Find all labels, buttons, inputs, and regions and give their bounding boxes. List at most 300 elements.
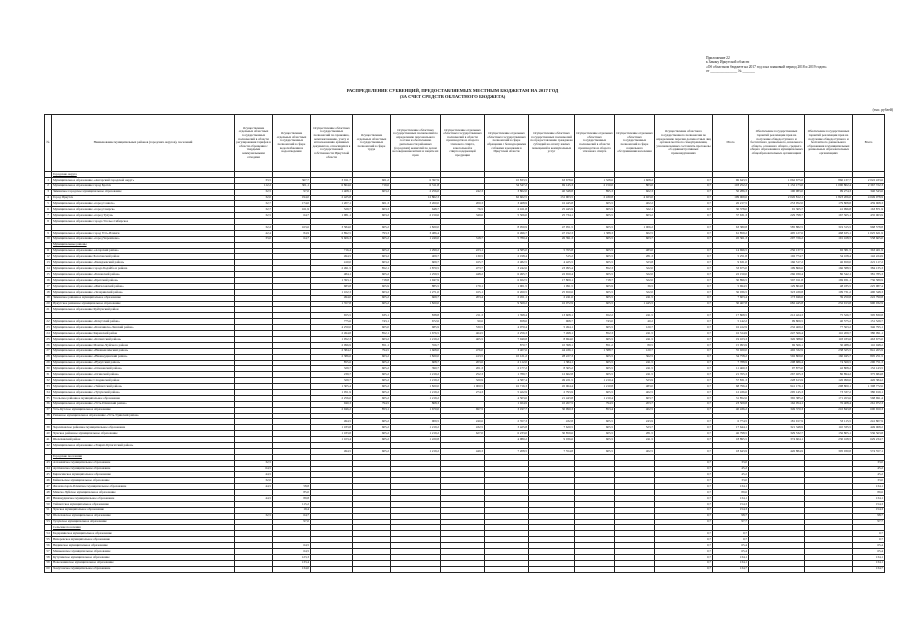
row-number: 60 xyxy=(46,566,50,571)
row-value: 4 070,4 xyxy=(485,325,529,331)
row-name: Муниципальное образование Киренский район xyxy=(52,331,235,337)
row-value: 0,7 xyxy=(655,513,713,519)
column-header: Обеспечение государственных гарантий реализации прав на получение общедоступного и бесплатного дошкольного образования в муниципальных дошкольных образовательных организациях xyxy=(805,115,853,172)
row-value: 2 112,0 xyxy=(485,360,529,366)
row-value: 648,7 xyxy=(391,207,441,213)
row-number: 38 xyxy=(46,413,50,418)
row-value: 602,3 xyxy=(615,189,655,195)
row-value: 17 809,1 xyxy=(529,278,575,284)
row-value: 64,5 xyxy=(273,543,311,549)
row-value: 362,5 xyxy=(615,354,655,360)
row-value: 4 049 078,9 xyxy=(853,195,885,201)
row-value: 321 348,9 xyxy=(749,425,805,431)
row-value: 605,5 xyxy=(575,213,615,219)
row-value: 0,7 xyxy=(655,519,713,525)
row-value: 605,5 xyxy=(575,289,615,295)
row-value: 191 168,5 xyxy=(805,236,853,242)
row-number: 6 xyxy=(45,207,52,213)
row-value: 605,5 xyxy=(575,419,615,425)
row-value: 2 491,5 xyxy=(311,266,353,272)
row-value: 0,7 xyxy=(655,537,713,543)
row-value: 253 952,0 xyxy=(749,201,805,207)
row-value: 329 532,7 xyxy=(749,431,805,437)
row-name: Кутуликское муниципальное образование xyxy=(52,554,235,560)
row-value: 567 911,8 xyxy=(749,278,805,284)
row-value: 45,2 xyxy=(853,466,885,472)
row-value: 0,7 xyxy=(655,301,713,307)
row-value: 211,3 xyxy=(441,313,485,319)
row-value: 558 665,0 xyxy=(853,236,885,242)
row-value: 1 820,0 xyxy=(391,354,441,360)
row-number: 24 xyxy=(46,330,50,335)
row-value: 3 242,6 xyxy=(485,266,529,272)
row-value: 605,2 xyxy=(353,225,391,231)
row-value: 340 543,6 xyxy=(853,189,885,195)
row-number: 29 xyxy=(46,360,50,365)
row-value: 203,7 xyxy=(615,401,655,407)
row-name: Муниципальное образование «город Тулун» xyxy=(52,213,235,219)
row-value: 19 103,3 xyxy=(713,336,749,342)
row-value: 0,7 xyxy=(655,384,713,390)
row-number: 42 xyxy=(46,442,50,447)
row-value: 40 348,8 xyxy=(529,189,575,195)
row-number: 56 xyxy=(46,542,50,547)
row-name: Новоленинское муниципальное образование xyxy=(52,560,235,566)
row-value: 133,4 xyxy=(273,560,311,566)
row-value: 0,7 xyxy=(853,537,885,543)
row-value: 17 644,1 xyxy=(713,425,749,431)
row-value: 10 398,1 xyxy=(529,342,575,348)
row-value: 6 774,5 xyxy=(713,419,749,425)
row-value: 64,5 xyxy=(235,466,273,472)
row-value: 605,5 xyxy=(575,248,615,254)
row-name: Бирюсинское муниципальное образование xyxy=(52,472,235,478)
row-value: 1 219,2 xyxy=(391,395,441,401)
row-value: 515,2 xyxy=(529,254,575,260)
row-value: 238 325,5 xyxy=(805,348,853,354)
table-row xyxy=(45,566,885,572)
row-value: 0,7 xyxy=(655,425,713,431)
column-header: Осуществление областных государственных полномочий по хранению, комплектованию, учету и использованию архивных документов, относящихся к государственной собственности Иркутской области xyxy=(311,115,353,172)
row-value: 151 529,7 xyxy=(853,319,885,325)
row-value: 64,7 xyxy=(273,513,311,519)
row-value: 1 393,1 xyxy=(311,278,353,284)
row-value: 941 176,1 xyxy=(749,384,805,390)
row-value: 838,8 xyxy=(391,313,441,319)
row-value: 459 968,3 xyxy=(853,201,885,207)
row-name: Муниципальное образование город Усть-Илимск xyxy=(52,230,235,236)
row-value: 381 785,3 xyxy=(853,272,885,278)
row-value: 154,3 xyxy=(853,501,885,507)
row-number: 8 xyxy=(45,219,52,225)
row-value: 47 951,5 xyxy=(529,225,575,231)
row-value: 32,5 xyxy=(235,513,273,519)
row-value: 1 328,6 xyxy=(575,177,615,183)
row-value xyxy=(391,566,441,572)
header-line-2: к Закону Иркутской области xyxy=(706,60,750,65)
row-name: Муниципальное образование Балаганский район xyxy=(52,254,235,260)
row-value: 603,2 xyxy=(353,213,391,219)
row-value: 793,3 xyxy=(353,230,391,236)
row-value: 80,5 xyxy=(615,342,655,348)
row-value: 655,5 xyxy=(311,313,353,319)
row-value: 0,7 xyxy=(655,254,713,260)
row-value: 45 064,4 xyxy=(529,384,575,390)
row-number: 43 xyxy=(46,460,50,465)
row-value: 0,7 xyxy=(655,295,713,301)
row-number: 48 xyxy=(46,489,50,494)
row-value: 1 947,9 xyxy=(391,278,441,284)
row-value: 2 384,2 xyxy=(311,348,353,354)
row-number: 22 xyxy=(46,318,50,323)
row-name: Мамско-Чуйское муниципальное образование xyxy=(52,490,235,496)
row-name: Иркутское районное муниципальное образование xyxy=(52,301,235,307)
row-value: 86 894,2 xyxy=(805,372,853,378)
row-value: 605,2 xyxy=(353,437,391,443)
row-name: Муниципальное образование Слюдянский район xyxy=(52,378,235,384)
row-value: 736 589,9 xyxy=(853,278,885,284)
row-value: 6 397,9 xyxy=(391,177,441,183)
row-number: 35 xyxy=(46,395,50,400)
row-value: 230 168,5 xyxy=(805,437,853,443)
row-value: 252,3 xyxy=(441,372,485,378)
row-value: 605,2 xyxy=(353,366,391,372)
row-value: 870,7 xyxy=(485,342,529,348)
row-value: 5 765,8 xyxy=(529,248,575,254)
row-value: 1 259,5 xyxy=(391,272,441,278)
row-value: 2 451,1 xyxy=(485,295,529,301)
row-value: 0,7 xyxy=(655,230,713,236)
row-value: 629 234,7 xyxy=(853,437,885,443)
row-name: Муниципальное образование «Нукутский район» xyxy=(52,360,235,366)
row-value: 483,0 xyxy=(615,248,655,254)
row-number: 20 xyxy=(46,301,50,306)
row-value: 0,7 xyxy=(655,325,713,331)
row-number: 15 xyxy=(46,271,50,276)
document-subtitle: (ЗА СЧЕТ СРЕДСТВ ОБЛАСТНОГО БЮДЖЕТА) xyxy=(399,94,506,99)
row-value: 805 251,5 xyxy=(853,354,885,360)
row-value: 1 220,8 xyxy=(391,437,441,443)
row-value: 0,7 xyxy=(655,225,713,231)
row-value: 1 219,2 xyxy=(391,378,441,384)
row-value: 30 859,6 xyxy=(529,431,575,437)
row-value: 98,7 xyxy=(853,513,885,519)
row-value: 473,7 xyxy=(441,266,485,272)
row-value: 494,0 xyxy=(311,295,353,301)
row-value: 0,7 xyxy=(655,189,713,195)
row-value: 852,3 xyxy=(575,331,615,337)
row-value: 685,9 xyxy=(391,325,441,331)
row-name: Муниципальное образование «Боханский район» xyxy=(52,272,235,278)
row-value: 605,5 xyxy=(575,225,615,231)
row-value: 1 024,9 xyxy=(485,401,529,407)
row-value: 1 870,5 xyxy=(391,266,441,272)
row-value: 0,7 xyxy=(655,313,713,319)
row-number: 12 xyxy=(46,254,50,259)
row-value: 120,7 xyxy=(615,348,655,354)
row-value: 16 314,9 xyxy=(713,331,749,337)
row-number: 37 xyxy=(46,407,50,412)
row-name: Муниципальное образование «город Саянск» xyxy=(52,201,235,207)
row-number: 3 xyxy=(45,189,52,195)
row-value: 115,2 xyxy=(273,501,311,507)
row-value: 605,5 xyxy=(575,431,615,437)
row-value: 0,7 xyxy=(655,431,713,437)
row-name: Нижнеудинское муниципальное образование xyxy=(52,495,235,501)
row-value: 241,5 xyxy=(615,437,655,443)
column-header: Наименование муниципальных районов (городских округов), поселений xyxy=(52,115,235,172)
row-value: 605,9 xyxy=(575,283,615,289)
row-value: 116 048,2 xyxy=(853,342,885,348)
row-value: 134,1 xyxy=(713,554,749,560)
row-name: Муниципальное образование «Катангский район» xyxy=(52,336,235,342)
row-value: 241,5 xyxy=(615,336,655,342)
row-value: 1 299,2 xyxy=(391,248,441,254)
row-name: Шелеховское муниципальное образование xyxy=(52,513,235,519)
row-number: 33 xyxy=(46,383,50,388)
row-value: 30 896,5 xyxy=(713,278,749,284)
row-name: Муниципальное образование «Заларинский район» xyxy=(52,289,235,295)
row-value: 13 608,1 xyxy=(529,313,575,319)
row-value: 65,4 xyxy=(713,543,749,549)
row-name: Муниципальное образование «Аларский район» xyxy=(52,248,235,254)
row-value: 1 670,0 xyxy=(391,407,441,413)
row-value: 0,7 xyxy=(655,354,713,360)
row-value: 281,3 xyxy=(615,254,655,260)
row-value: 0,7 xyxy=(655,195,713,201)
row-value: 4 587,4 xyxy=(485,378,529,384)
row-value: 281,5 xyxy=(615,431,655,437)
row-number: 32 xyxy=(46,377,50,382)
row-value: 134,1 xyxy=(713,484,749,490)
row-number: 7 xyxy=(45,213,52,219)
row-value: 2 022 433,6 xyxy=(853,177,885,183)
row-value: 76,5 xyxy=(441,207,485,213)
row-value: 605,2 xyxy=(353,236,391,242)
row-value: 605,5 xyxy=(575,360,615,366)
row-value: 574 557,1 xyxy=(853,448,885,454)
row-value: 98,7 xyxy=(713,513,749,519)
row-value: 0,7 xyxy=(655,378,713,384)
row-value: 0,7 xyxy=(853,531,885,537)
row-value: 241,5 xyxy=(615,331,655,337)
row-value: 44,5 xyxy=(235,484,273,490)
row-value: 84,9 xyxy=(273,230,311,236)
row-value: 743,0 xyxy=(575,319,615,325)
row-name: Районное муниципальное образование «Усть-Удинский район» xyxy=(52,413,235,419)
row-value: 868,3 xyxy=(391,401,441,407)
row-value: 240,6 xyxy=(441,419,485,425)
row-value: 494,5 xyxy=(311,419,353,425)
row-value: 152 143,5 xyxy=(853,366,885,372)
row-value: 1 219,2 xyxy=(391,448,441,454)
row-name: Город Иркутск xyxy=(52,195,235,201)
row-value: 232 469,2 xyxy=(749,325,805,331)
row-value: 794,5 xyxy=(575,401,615,407)
row-number: 58 xyxy=(46,554,50,559)
row-value: 585 882,5 xyxy=(749,225,805,231)
row-value: 69 145,3 xyxy=(529,183,575,189)
row-value: 0,7 xyxy=(655,348,713,354)
row-name: Муниципальное образование «Казачинско-Ленский район» xyxy=(52,325,235,331)
row-value: 102 774,7 xyxy=(749,254,805,260)
row-value: 134,1 xyxy=(713,560,749,566)
row-value: 47 192,3 xyxy=(529,230,575,236)
row-value: 2 150,6 xyxy=(391,213,441,219)
row-value: 5 422,9 xyxy=(485,389,529,395)
row-value: 1 820,0 xyxy=(391,225,441,231)
row-value: 605,5 xyxy=(575,301,615,307)
row-value: 909,5 xyxy=(391,419,441,425)
row-value: 120,7 xyxy=(615,325,655,331)
row-name: Хомутовское муниципальное образование xyxy=(52,566,235,572)
row-number: 10 xyxy=(46,236,50,241)
row-value: 323,8 xyxy=(615,260,655,266)
row-value: 603,2 xyxy=(353,189,391,195)
row-value: 605,2 xyxy=(353,301,391,307)
row-value: 160 045,7 xyxy=(805,354,853,360)
row-value: 156 805,1 xyxy=(805,431,853,437)
row-value: 794,5 xyxy=(353,401,391,407)
row-value: 2 256,3 xyxy=(485,331,529,337)
row-value: 718,7 xyxy=(575,278,615,284)
row-value: 605,2 xyxy=(353,448,391,454)
row-value: 0,7 xyxy=(655,472,713,478)
row-value: 199 069,6 xyxy=(713,195,749,201)
row-value: 852,3 xyxy=(575,266,615,272)
row-name: Байкальское муниципальное образование xyxy=(52,478,235,484)
row-value: 199 866,6 xyxy=(749,266,805,272)
row-value: 322,1 xyxy=(615,207,655,213)
row-value: 803,0 xyxy=(615,183,655,189)
row-value: 0,7 xyxy=(655,566,713,572)
row-value: 75 526,7 xyxy=(805,313,853,319)
row-name: Муниципальное образование «Братский район» xyxy=(52,278,235,284)
row-value: 719,6 xyxy=(353,183,391,189)
row-value: 384 135,3 xyxy=(853,266,885,272)
row-value: 190 983,0 xyxy=(749,189,805,195)
row-value: 0,7 xyxy=(655,248,713,254)
row-value: 171 453,6 xyxy=(805,395,853,401)
row-name: Зиминское районное муниципальное образование xyxy=(52,295,235,301)
row-value: 465,5 xyxy=(441,336,485,342)
row-value: 8 694,0 xyxy=(529,336,575,342)
row-value: 9 036,6 xyxy=(529,437,575,443)
row-value: 166 517,2 xyxy=(749,260,805,266)
row-value: 290 751,3 xyxy=(853,360,885,366)
row-value: 15 993,9 xyxy=(713,342,749,348)
row-value: 1 062 675,0 xyxy=(749,177,805,183)
row-value: 669,7 xyxy=(391,295,441,301)
row-value: 0,7 xyxy=(655,437,713,443)
row-value: 0,7 xyxy=(655,448,713,454)
row-value: 61 859,2 xyxy=(713,230,749,236)
row-value: 46 798,5 xyxy=(713,431,749,437)
row-name: Муниципальное образование «Тулунский район» xyxy=(52,389,235,395)
row-value: 523,7 xyxy=(615,425,655,431)
row-name: Вихоревское муниципальное образование xyxy=(52,537,235,543)
row-number: 19 xyxy=(46,295,50,300)
row-number: 36 xyxy=(46,401,50,406)
row-value: 603,7 xyxy=(615,236,655,242)
row-value: 1 219,2 xyxy=(391,372,441,378)
row-value: 109 731,2 xyxy=(805,289,853,295)
row-number: 52 xyxy=(46,513,50,518)
row-value: 126 099,0 xyxy=(805,378,853,384)
row-value: 0,7 xyxy=(655,336,713,342)
row-value: 4 250,0 xyxy=(311,325,353,331)
row-number: 26 xyxy=(46,342,50,347)
row-value: 243,9 xyxy=(615,419,655,425)
row-name: Маньковское муниципальное образование xyxy=(52,549,235,555)
row-value: 90,6 xyxy=(441,319,485,325)
row-value: 9 569,2 xyxy=(485,301,529,307)
row-value: 12 436,6 xyxy=(713,389,749,395)
row-value: 96 643,5 xyxy=(713,177,749,183)
row-value: 605,2 xyxy=(353,389,391,395)
row-value: 1 676,5 xyxy=(391,331,441,337)
row-value: 6 495,7 xyxy=(485,272,529,278)
row-name: Муниципальное образование «Баяндаевский район» xyxy=(52,260,235,266)
row-value: 166 588,5 xyxy=(805,266,853,272)
row-value: 852,1 xyxy=(353,266,391,272)
row-value: 605,2 xyxy=(353,431,391,437)
row-number: 49 xyxy=(46,495,50,500)
row-value: 672,6 xyxy=(391,319,441,325)
row-value: 169 931,1 xyxy=(805,278,853,284)
row-value: 46 659,0 xyxy=(805,260,853,266)
row-value: 658,6 xyxy=(485,319,529,325)
row-value: 1 025 621,9 xyxy=(853,230,885,236)
row-value: 390,7 xyxy=(391,366,441,372)
row-value: 483,0 xyxy=(615,384,655,390)
row-value: 322,0 xyxy=(615,272,655,278)
row-value: 432,5 xyxy=(441,425,485,431)
row-name: Муниципальные районы xyxy=(52,242,235,248)
row-value: 179 808,8 xyxy=(805,201,853,207)
row-value: 200,3 xyxy=(441,201,485,207)
row-value: 97,7 xyxy=(853,519,885,525)
row-value: 940,3 xyxy=(311,401,353,407)
row-value: 0,7 xyxy=(655,490,713,496)
row-number: 13 xyxy=(46,260,50,265)
row-name: Железногорск-Илимское муниципальное образование xyxy=(52,484,235,490)
row-value: 305 030,8 xyxy=(805,448,853,454)
row-value: 530,5 xyxy=(441,325,485,331)
row-name: Муниципальное образование «Эхирит-Булагатский район» xyxy=(52,442,235,448)
row-value: 42,4 xyxy=(235,230,273,236)
row-value: 53 115,5 xyxy=(805,419,853,425)
row-value: 609,7 xyxy=(391,260,441,266)
row-value: 1 051,9 xyxy=(311,389,353,395)
row-value: 346 795,1 xyxy=(853,325,885,331)
row-value: 601,3 xyxy=(353,201,391,207)
row-number: 11 xyxy=(46,248,50,253)
row-value: 134,1 xyxy=(713,495,749,501)
row-value xyxy=(575,566,615,572)
row-value: 97,0 xyxy=(273,519,311,525)
row-value: 55 020,0 xyxy=(713,348,749,354)
row-value: 298 800,1 xyxy=(805,384,853,390)
row-value: 2 425,8 xyxy=(311,195,353,201)
row-value: 855,6 xyxy=(311,360,353,366)
row-value: 21 765,3 xyxy=(713,372,749,378)
row-value: 860 137,7 xyxy=(805,177,853,183)
row-value: 603,2 xyxy=(353,254,391,260)
row-value: 605,5 xyxy=(575,236,615,242)
row-value: 743,1 xyxy=(353,319,391,325)
row-value: 492 332,9 xyxy=(749,348,805,354)
